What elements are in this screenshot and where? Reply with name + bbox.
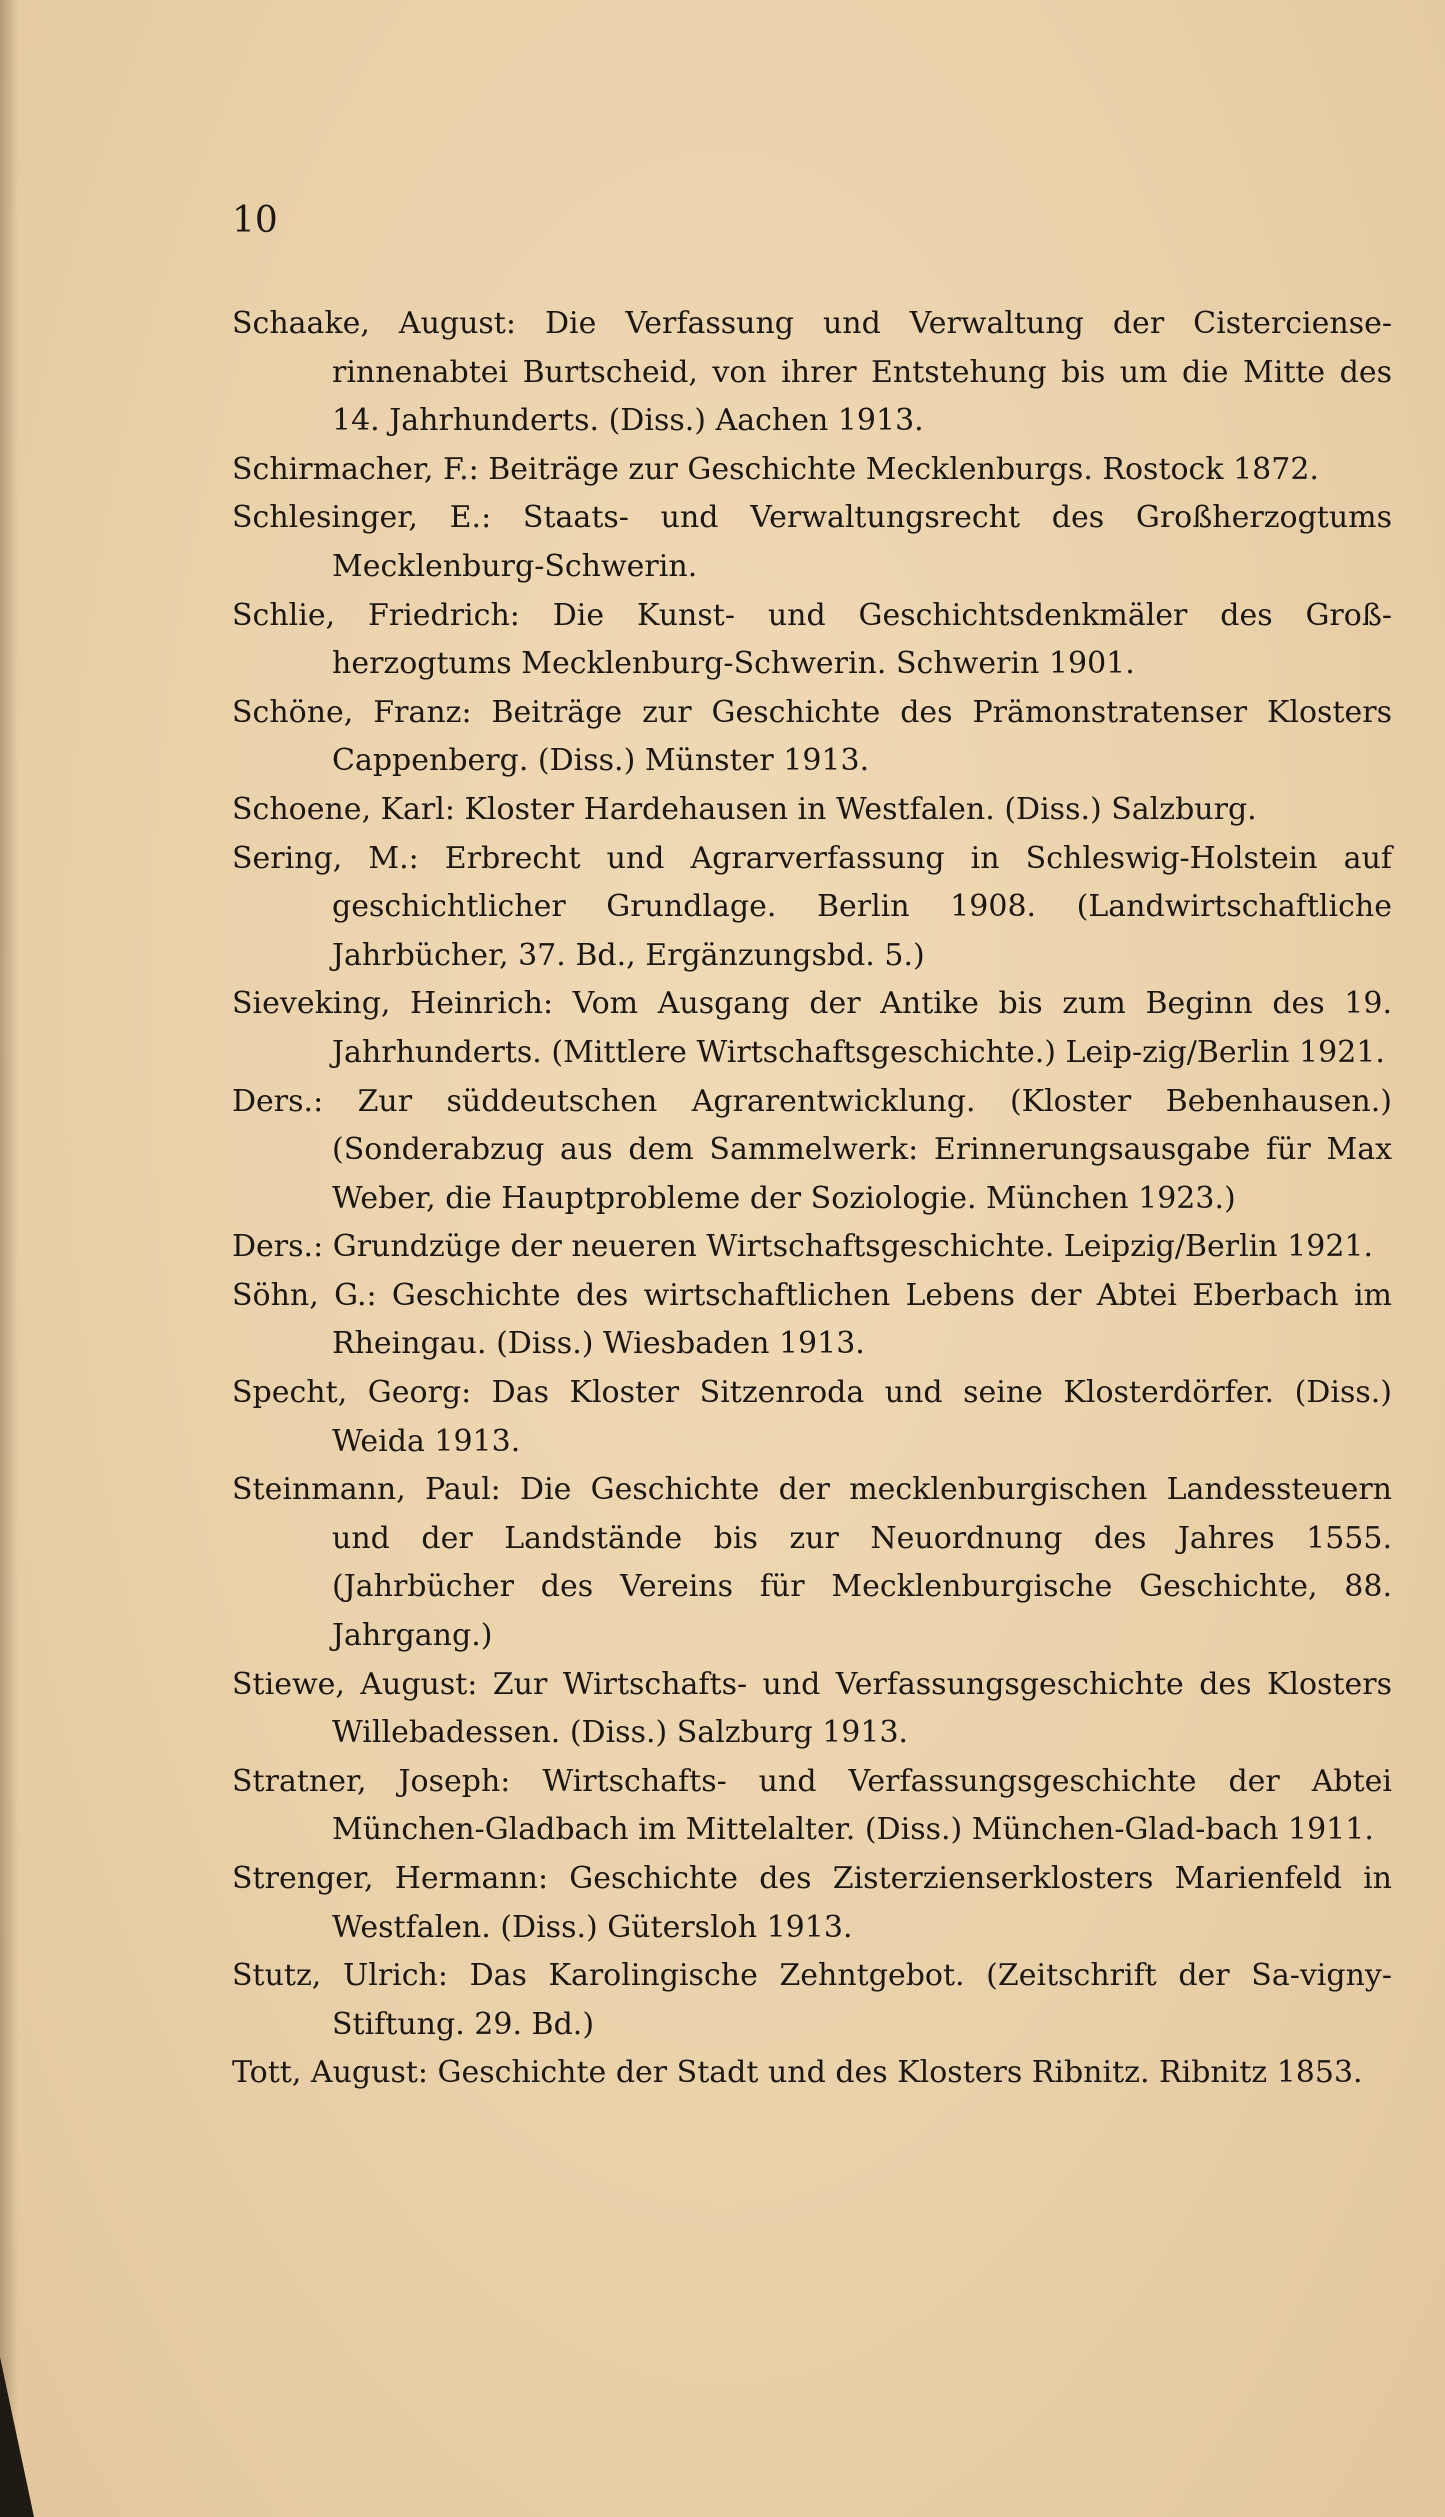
bibliography-entry: Söhn, G.: Geschichte des wirtschaftlichen Lebens der Abtei Eberbach im Rheingau. (Diss.) Wiesbaden 1913. [232, 1277, 1392, 1362]
bibliography-entry: Stratner, Joseph: Wirtschafts- und Verfassungsgeschichte der Abtei München-Gladbach im Mittelalter. (Diss.) München-Glad-bach 1911. [232, 1763, 1392, 1848]
bibliography-entry: Sering, M.: Erbrecht und Agrarverfassung in Schleswig-Holstein auf geschichtlicher Grundlage. Berlin 1908. (Landwirtschaftliche Jahrbücher, 37. Bd., Ergänzungsbd. 5.) [232, 840, 1392, 973]
bibliography-entry: Strenger, Hermann: Geschichte des Zisterzienserklosters Marienfeld in Westfalen. (Diss.) Gütersloh 1913. [232, 1861, 1392, 1945]
scan-corner [0, 2357, 34, 2517]
bibliography-entry: Tott, August: Geschichte der Stadt und des Klosters Ribnitz. Ribnitz 1853. [232, 2055, 1363, 2091]
bibliography-entry: Ders.: Zur süddeutschen Agrarentwicklung. (Kloster Bebenhausen.) (Sonderabzug aus dem Sammelwerk: Erinnerungsausgabe für Max Weber, die Hauptprobleme der Soziologie. München 1923.) [232, 1083, 1392, 1216]
binding-shadow [0, 0, 18, 2517]
bibliography-entry: Schirmacher, F.: Beiträge zur Geschichte Mecklenburgs. Rostock 1872. [232, 451, 1319, 487]
bibliography-entry: Stiewe, August: Zur Wirtschafts- und Verfassungsgeschichte des Klosters Willebadessen. (Diss.) Salzburg 1913. [232, 1666, 1392, 1751]
bibliography-entry: Stutz, Ulrich: Das Karolingische Zehntgebot. (Zeitschrift der Sa-vigny-Stiftung. 29. Bd.) [232, 1958, 1392, 2042]
bibliography-entry: Schaake, August: Die Verfassung und Verwaltung der Cisterciense-rinnenabtei Burtscheid, von ihrer Entstehung bis um die Mitte des 14. Jahrhunderts. (Diss.) Aachen 1913. [232, 306, 1392, 439]
bibliography-entry: Specht, Georg: Das Kloster Sitzenroda und seine Klosterdörfer. (Diss.) Weida 1913. [232, 1375, 1392, 1459]
page-number: 10 [232, 200, 278, 241]
bibliography-entry: Steinmann, Paul: Die Geschichte der mecklenburgischen Landessteuern und der Landstände bis zur Neuordnung des Jahres 1555. (Jahrbücher des Vereins für Mecklenburgische Geschichte, 88. Jahrgang.) [232, 1472, 1392, 1654]
bibliography-entry: Schöne, Franz: Beiträge zur Geschichte des Prämonstratenser Klosters Cappenberg. (Diss.) Münster 1913. [232, 694, 1392, 779]
bibliography-entry: Schlie, Friedrich: Die Kunst- und Geschichtsdenkmäler des Groß-herzogtums Mecklenburg-Schwerin. Schwerin 1901. [232, 597, 1392, 682]
bibliography-entry: Schlesinger, E.: Staats- und Verwaltungsrecht des Großherzogtums Mecklenburg-Schwerin. [232, 500, 1392, 584]
bibliography-list [232, 300, 1392, 2098]
bibliography-entry: Sieveking, Heinrich: Vom Ausgang der Antike bis zum Beginn des 19. Jahrhunderts. (Mittlere Wirtschaftsgeschichte.) Leip-zig/Berlin 1921. [232, 986, 1392, 1070]
bibliography-entry: Schoene, Karl: Kloster Hardehausen in Westfalen. (Diss.) Salzburg. [232, 791, 1257, 827]
bibliography-entry: Ders.: Grundzüge der neueren Wirtschaftsgeschichte. Leipzig/Berlin 1921. [232, 1229, 1374, 1265]
